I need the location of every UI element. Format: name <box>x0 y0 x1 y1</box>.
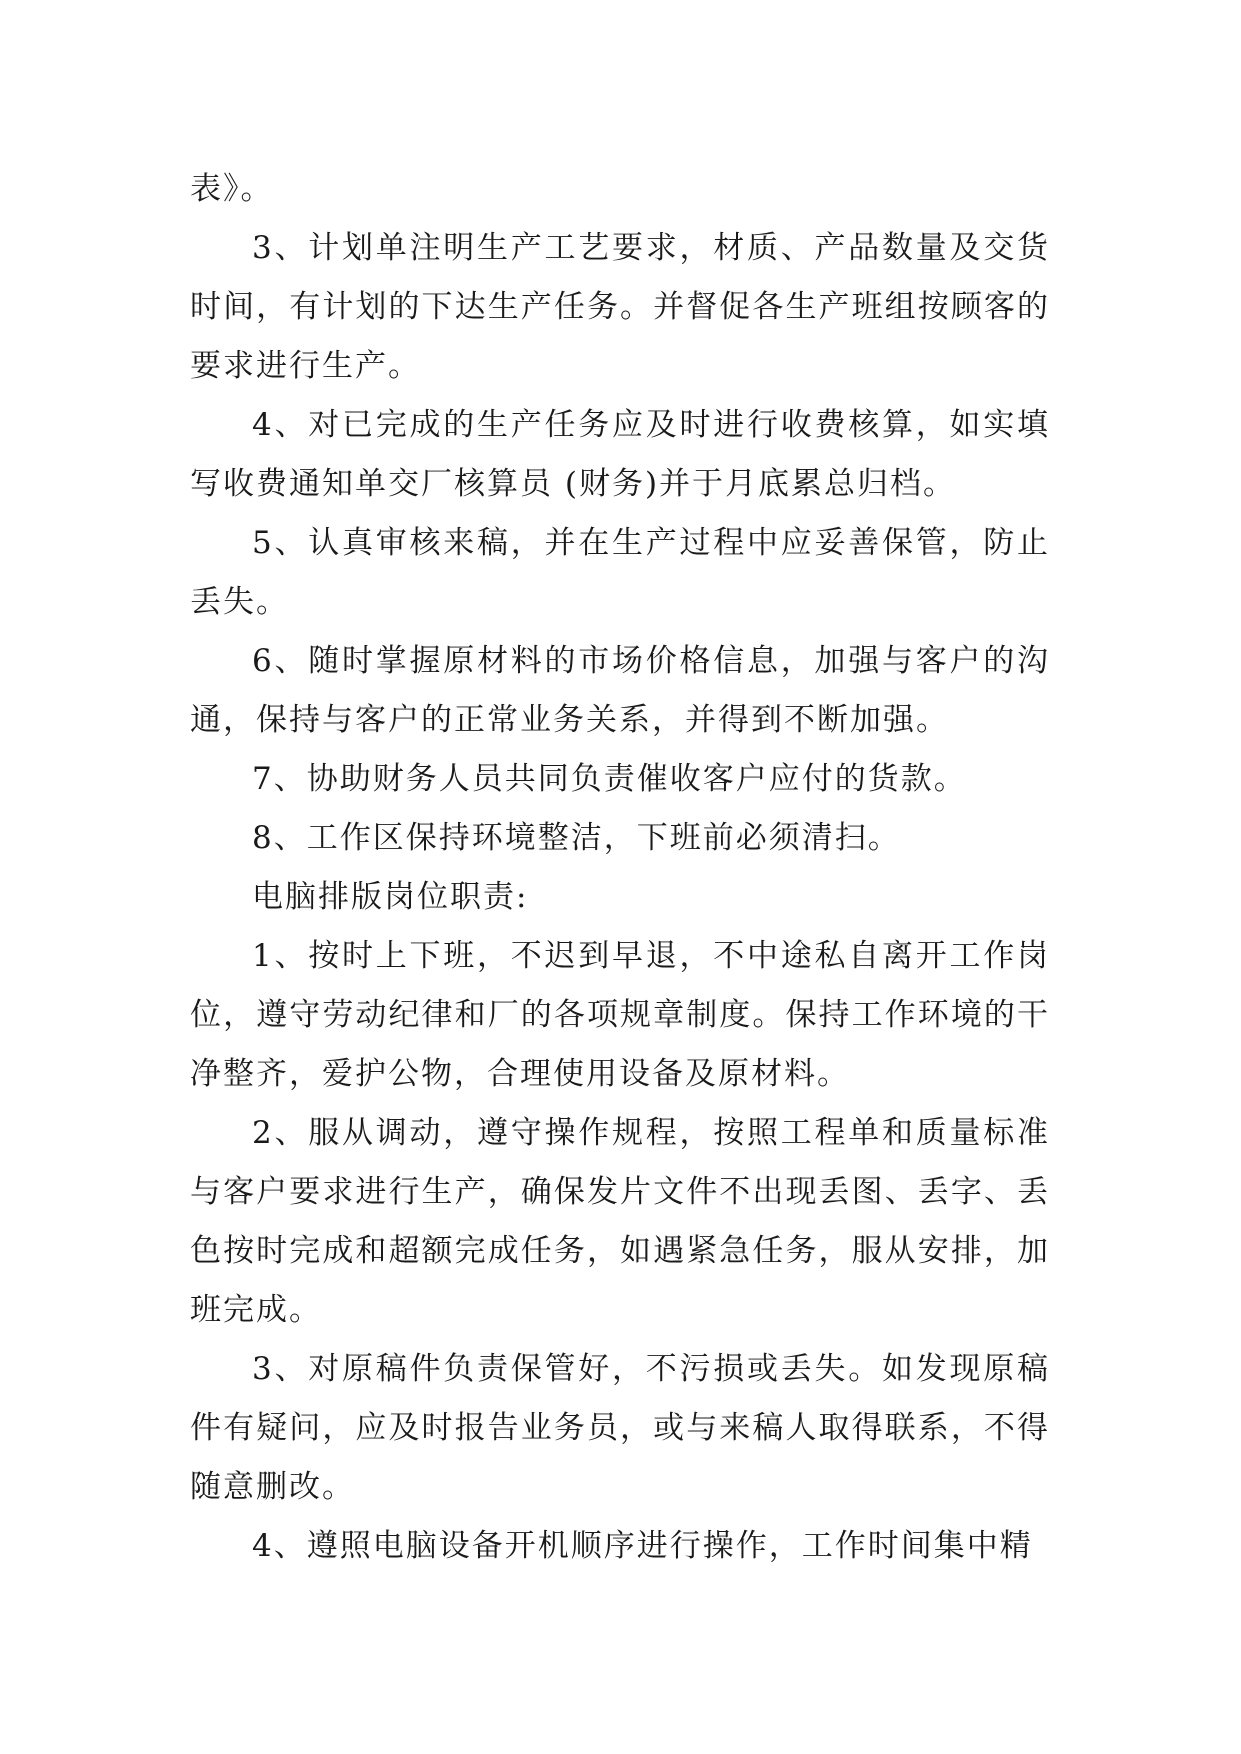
paragraph-item-5: 5、认真审核来稿，并在生产过程中应妥善保管，防止丢失。 <box>190 525 1050 620</box>
paragraph-item-4: 4、对已完成的生产任务应及时进行收费核算，如实填写收费通知单交厂核算员 (财务)并于月底累总归档。 <box>190 407 1050 502</box>
paragraph-duty-3: 3、对原稿件负责保管好，不污损或丢失。如发现原稿件有疑问，应及时报告业务员，或与来稿人取得联系，不得随意删改。 <box>190 1351 1050 1505</box>
paragraph-continuation: 表》。 <box>190 171 274 207</box>
paragraph-item-3: 3、计划单注明生产工艺要求，材质、产品数量及交货时间，有计划的下达生产任务。并督促各生产班组按顾客的要求进行生产。 <box>190 230 1050 384</box>
paragraph-item-7: 7、协助财务人员共同负责催收客户应付的货款。 <box>252 761 967 797</box>
paragraph-duty-1: 1、按时上下班，不迟到早退，不中途私自离开工作岗位，遵守劳动纪律和厂的各项规章制度。保持工作环境的干净整齐，爱护公物，合理使用设备及原材料。 <box>190 938 1050 1092</box>
document-body <box>190 160 1050 1576</box>
paragraph-duty-4: 4、遵照电脑设备开机顺序进行操作，工作时间集中精 <box>252 1528 1033 1564</box>
paragraph-item-8: 8、工作区保持环境整洁，下班前必须清扫。 <box>252 820 901 856</box>
paragraph-item-6: 6、随时掌握原材料的市场价格信息，加强与客户的沟通，保持与客户的正常业务关系，并得到不断加强。 <box>190 643 1050 738</box>
paragraph-duty-2: 2、服从调动，遵守操作规程，按照工程单和质量标准与客户要求进行生产，确保发片文件不出现丢图、丢字、丢色按时完成和超额完成任务，如遇紧急任务，服从安排，加班完成。 <box>190 1115 1050 1328</box>
section-heading: 电脑排版岗位职责: <box>252 879 529 915</box>
